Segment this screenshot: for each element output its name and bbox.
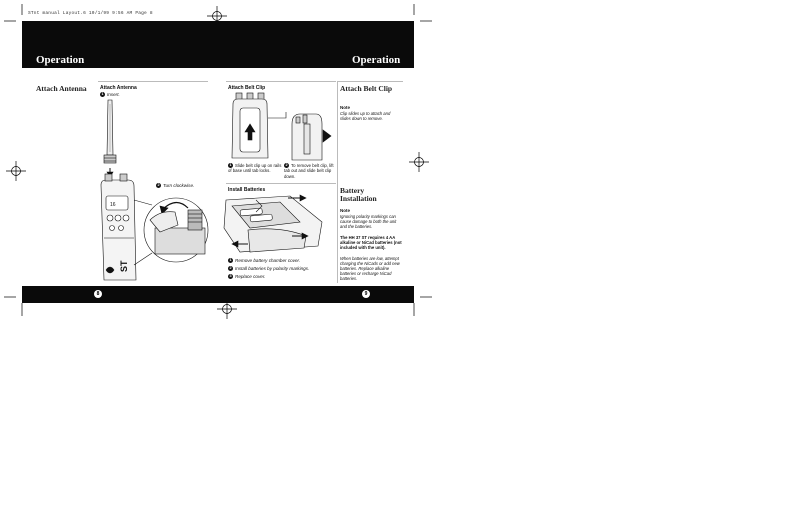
battery-step-2: [228, 266, 309, 271]
attach-belt-clip-label: Attach Belt Clip: [228, 85, 266, 91]
belt-note-text: Clip slides up to attach and slides down to remove.: [340, 111, 391, 121]
battery-note-label: Note: [340, 208, 350, 213]
step-number: 3: [229, 274, 232, 279]
install-batteries-label: Install Batteries: [228, 187, 266, 193]
belt-note-label: Note: [340, 105, 350, 110]
battery-heading-line-2: Installation: [340, 194, 377, 203]
step-number: 1: [101, 92, 104, 97]
battery-step-3-text: Replace cover.: [235, 274, 266, 279]
attach-antenna-label: Attach Antenna: [100, 85, 137, 91]
print-slug: STnt manual Layout.6 10/1/99 9:56 AM Page 8: [28, 11, 153, 16]
battery-step-1: [228, 258, 300, 263]
battery-step-3: [228, 274, 265, 279]
left-page-title: Operation: [36, 54, 85, 66]
right-page-title: Operation: [352, 54, 401, 66]
page-number-right: 9: [362, 290, 370, 298]
battery-note-2: The HH 37 ST requires 4 AA alkaline or NiCad batteries (not included with the unit).: [340, 235, 402, 250]
battery-note-3: When batteries are low, attempt charging the NiCads or add new batteries. Replace alkaline batteries or recharge NiCad batteries.: [340, 256, 400, 281]
battery-heading-line-1: Battery: [340, 186, 365, 195]
step-number: 2: [285, 163, 288, 168]
step-number: 2: [229, 266, 232, 271]
step-number: 1: [229, 258, 232, 263]
battery-side-heading: [340, 187, 377, 203]
battery-step-1-text: Remove battery chamber cover.: [235, 258, 301, 263]
svg-text:16: 16: [110, 202, 116, 208]
antenna-step-2-text: Turn clockwise.: [163, 183, 195, 188]
belt-clip-step-1-text: Slide belt clip up on rails of base until tab locks.: [228, 163, 282, 174]
attach-antenna-side-heading: Attach Antenna: [36, 84, 87, 93]
svg-text:ST: ST: [119, 260, 129, 272]
step-number: 2: [157, 183, 160, 188]
page-number-left: 8: [94, 290, 102, 298]
antenna-step-1-text: Insert.: [107, 92, 120, 97]
battery-step-2-text: Install batteries by polarity markings.: [235, 266, 310, 271]
belt-clip-side-heading: Attach Belt Clip: [340, 84, 393, 93]
belt-clip-step-2-text: To remove belt clip, lift tab out and slide belt clip down.: [284, 163, 334, 179]
battery-note-1: Ignoring polarity markings can cause damage to both the unit and the batteries.: [340, 214, 397, 229]
step-number: 1: [229, 163, 232, 168]
